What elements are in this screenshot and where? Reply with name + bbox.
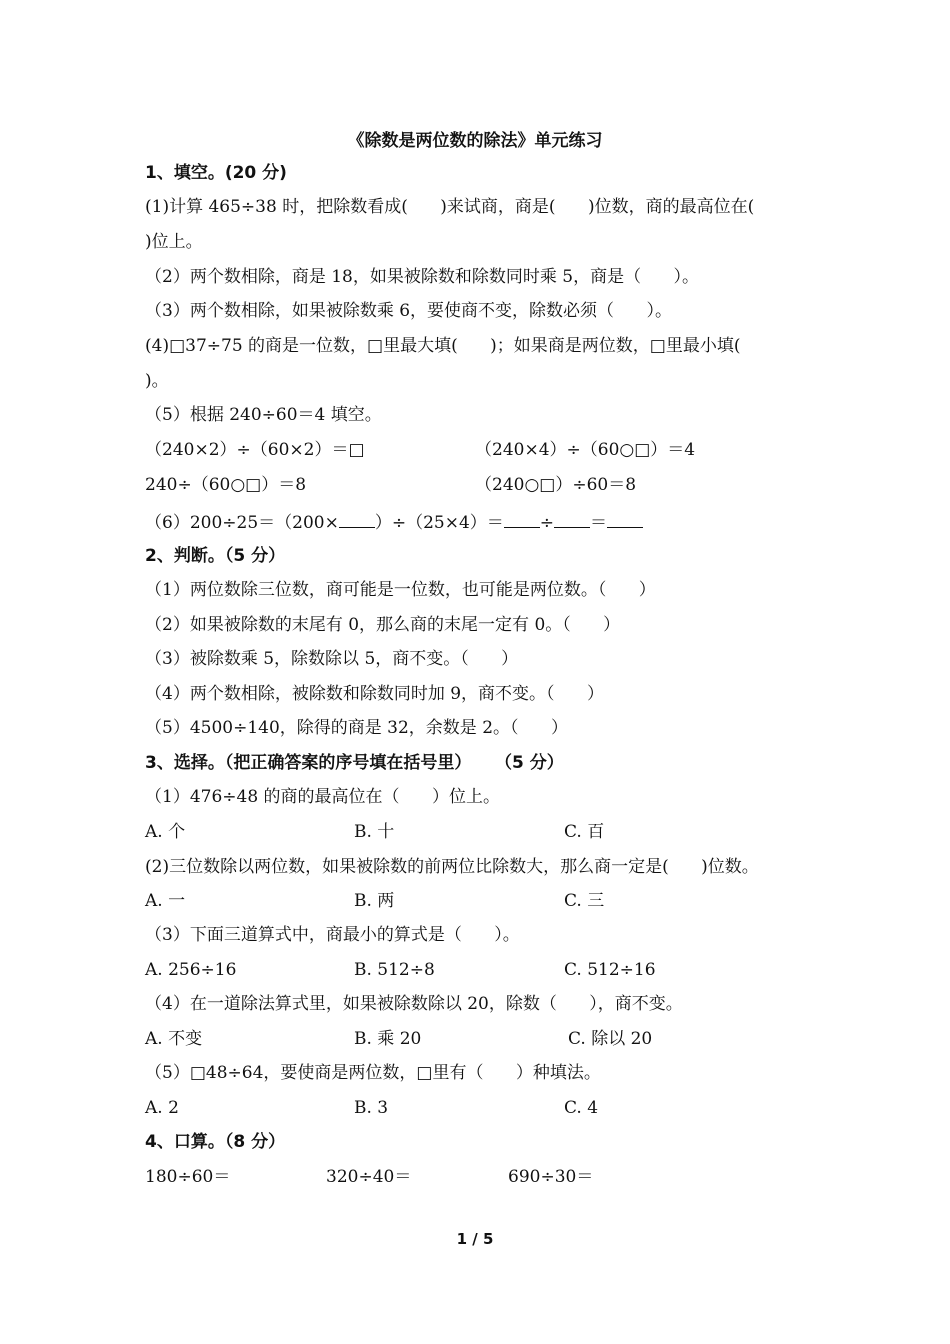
answer-blank[interactable] [504,509,540,528]
s3-q5-option-a: A. 2 [145,1098,179,1118]
s2-q2: （2）如果被除数的末尾有 0，那么商的末尾一定有 0。（ ） [145,615,621,635]
s3-q3-option-c: C. 512÷16 [564,960,656,980]
page-title: 《除数是两位数的除法》单元练习 [347,131,603,151]
section-3-heading: 3、选择。（把正确答案的序号填在括号里） （5 分） [145,753,564,773]
s3-q2: (2)三位数除以两位数，如果被除数的前两位比除数大，那么商一定是( )位数。 [145,857,759,877]
s3-q4: （4）在一道除法算式里，如果被除数除以 20，除数（ ），商不变。 [145,994,683,1014]
s4-item-2: 320÷40＝ [326,1167,412,1187]
s1-q6-part4: ＝ [590,513,608,533]
s1-q5: （5）根据 240÷60＝4 填空。 [145,405,382,425]
s3-q1-option-c: C. 百 [564,822,605,842]
s3-q4-option-a: A. 不变 [145,1029,203,1049]
s1-q1-line2: )位上。 [145,232,203,252]
section-2-heading: 2、判断。（5 分） [145,546,286,566]
s1-q5-row2-right: （240○□）÷60＝8 [475,475,637,495]
s3-q3-option-b: B. 512÷8 [354,960,435,980]
s2-q4: （4）两个数相除，被除数和除数同时加 9，商不变。（ ） [145,684,604,704]
answer-blank[interactable] [554,509,590,528]
answer-blank[interactable] [339,509,375,528]
s1-q6-part3: ÷ [539,513,555,533]
s2-q5: （5）4500÷140，除得的商是 32，余数是 2。（ ） [145,718,568,738]
s3-q5-option-b: B. 3 [354,1098,389,1118]
s1-q5-row1-right: （240×4）÷（60○□）＝4 [475,440,696,460]
s3-q2-option-c: C. 三 [564,891,605,911]
s1-q4-line2: )。 [145,371,169,391]
s1-q3: （3）两个数相除，如果被除数乘 6，要使商不变，除数必须（ ）。 [145,301,672,321]
s1-q2: （2）两个数相除，商是 18，如果被除数和除数同时乘 5，商是（ ）。 [145,267,699,287]
s1-q6 [145,509,643,534]
s3-q5: （5）□48÷64，要使商是两位数，□里有（ ）种填法。 [145,1063,601,1083]
s3-q2-option-b: B. 两 [354,891,395,911]
s1-q1-line1: (1)计算 465÷38 时，把除数看成( )来试商，商是( )位数，商的最高位在( [145,197,755,217]
section-1-heading: 1、填空。(20 分) [145,163,287,183]
s1-q5-row2-left: 240÷（60○□）＝8 [145,475,307,495]
s1-q6-part1: （6）200÷25＝（200× [145,513,339,533]
s3-q2-option-a: A. 一 [145,891,186,911]
s3-q5-option-c: C. 4 [564,1098,599,1118]
s1-q5-row1-left: （240×2）÷（60×2）＝□ [145,440,365,460]
s4-item-3: 690÷30＝ [508,1167,594,1187]
s2-q3: （3）被除数乘 5，除数除以 5，商不变。（ ） [145,649,519,669]
s3-q4-option-c: C. 除以 20 [568,1029,653,1049]
s1-q6-part2: ）÷（25×4）＝ [374,513,504,533]
s4-item-1: 180÷60＝ [145,1167,231,1187]
s1-q4-line1: (4)□37÷75 的商是一位数，□里最大填( )；如果商是两位数，□里最小填( [145,336,741,356]
answer-blank[interactable] [607,509,643,528]
s3-q1-option-a: A. 个 [145,822,186,842]
section-4-heading: 4、口算。（8 分） [145,1132,286,1152]
s3-q3: （3）下面三道算式中，商最小的算式是（ ）。 [145,925,520,945]
s3-q1: （1）476÷48 的商的最高位在（ ）位上。 [145,787,500,807]
s3-q3-option-a: A. 256÷16 [145,960,237,980]
s3-q4-option-b: B. 乘 20 [354,1029,422,1049]
page-number: 1 / 5 [456,1230,494,1248]
s2-q1: （1）两位数除三位数，商可能是一位数，也可能是两位数。（ ） [145,580,656,600]
s3-q1-option-b: B. 十 [354,822,395,842]
